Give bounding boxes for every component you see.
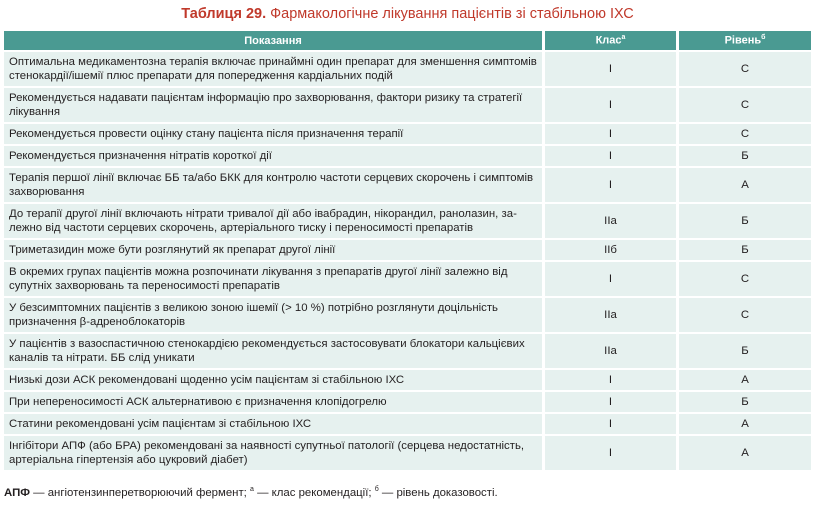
class-cell: IIa — [542, 298, 676, 332]
table-row — [4, 88, 811, 122]
table-title-text: Фармакологічне лікування пацієнтів зі стабільною ІХС — [270, 6, 634, 22]
indication-cell: У пацієнтів з вазоспастичною стенокардією рекомендується застосовувати блокатори кальцієвих каналів та нітрати. ББ слід уникати — [4, 334, 542, 368]
level-cell: С — [676, 52, 811, 86]
class-cell: I — [542, 146, 676, 166]
indication-cell: Рекомендується надавати пацієнтам інформацію про захворювання, фактори ризику та стратегії лікування — [4, 88, 542, 122]
table-row — [4, 334, 811, 368]
class-cell: I — [542, 414, 676, 434]
indication-cell: У безсимптомних пацієнтів з великою зоною ішемії (> 10 %) потрібно розглянути доцільність призначення β-адреноблокаторів — [4, 298, 542, 332]
class-cell: I — [542, 168, 676, 202]
footnote-sup-b: б — [374, 486, 379, 493]
indication-cell: Оптимальна медикаментозна терапія включає принаймні один препарат для зменшення симптомів стенокардії/ішемії плюс препарати для попередження кардіальних подій — [4, 52, 542, 86]
footnote-class-text: — клас рекомендації; — [253, 486, 375, 499]
indication-cell: Терапія першої лінії включає ББ та/або БКК для контролю частоти серцевих скорочень і симптомів захворювання — [4, 168, 542, 202]
table-row — [4, 146, 811, 166]
level-cell: Б — [676, 146, 811, 166]
footnote-level-text: — рівень доказовості. — [378, 486, 498, 499]
header-class: Клас$^а$ — [542, 31, 676, 50]
indication-cell: В окремих групах пацієнтів можна розпочинати лікування з препаратів другої лінії залежно від супутніх захворювань та переносимості препаратів — [4, 262, 542, 296]
footnote-sup-a: а — [250, 486, 254, 493]
class-cell: I — [542, 52, 676, 86]
level-cell: Б — [676, 334, 811, 368]
class-cell: I — [542, 124, 676, 144]
indication-cell: Рекомендується провести оцінку стану пацієнта після призначення терапії — [4, 124, 542, 144]
indication-cell: Інгібітори АПФ (або БРА) рекомендовані за наявності супутньої патології (серцева недостатність, артеріальна гіпертензія або цукровий діабет) — [4, 436, 542, 470]
class-cell: IIб — [542, 240, 676, 260]
level-cell: С — [676, 298, 811, 332]
class-cell: I — [542, 370, 676, 390]
table-row — [4, 52, 811, 86]
footnote-abbreviation-text: — ангіотензинперетворюючий фермент; — [30, 486, 251, 499]
class-cell: IIa — [542, 204, 676, 238]
table-row — [4, 370, 811, 390]
indication-cell: Рекомендується призначення нітратів короткої дії — [4, 146, 542, 166]
table-row — [4, 414, 811, 434]
table-title — [0, 6, 815, 22]
table-row — [4, 240, 811, 260]
indication-cell: До терапії другої лінії включають нітрати тривалої дії або івабрадин, нікорандил, ранолазин, залежно від частоти серцевих скорочень, артеріального тиску і переносимості препаратів — [4, 204, 542, 238]
footnote-abbreviation: АПФ — [4, 486, 30, 499]
header-level: Рівень$^б$ — [676, 31, 811, 50]
header-indications: Показання — [4, 31, 542, 50]
level-cell: Б — [676, 204, 811, 238]
class-cell: IIa — [542, 334, 676, 368]
level-cell: С — [676, 124, 811, 144]
indication-cell: Триметазидин може бути розглянутий як препарат другої лінії — [4, 240, 542, 260]
table-row — [4, 298, 811, 332]
table-row — [4, 168, 811, 202]
level-cell: А — [676, 414, 811, 434]
table-row — [4, 204, 811, 238]
table-row — [4, 262, 811, 296]
level-cell: А — [676, 370, 811, 390]
class-cell: I — [542, 262, 676, 296]
class-cell: I — [542, 436, 676, 470]
table-row — [4, 392, 811, 412]
indication-cell: Статини рекомендовані усім пацієнтам зі стабільною ІХС — [4, 414, 542, 434]
indication-cell: Низькі дози АСК рекомендовані щоденно усім пацієнтам зі стабільною ІХС — [4, 370, 542, 390]
class-cell: I — [542, 392, 676, 412]
table-row — [4, 436, 811, 470]
table-number: Таблиця 29. — [181, 6, 267, 22]
level-cell: А — [676, 168, 811, 202]
level-cell: А — [676, 436, 811, 470]
indication-cell: При непереносимості АСК альтернативою є призначення клопідогрелю — [4, 392, 542, 412]
table-header-row — [4, 31, 811, 50]
level-cell: С — [676, 88, 811, 122]
table-footnote — [4, 486, 498, 499]
class-cell: I — [542, 88, 676, 122]
recommendations-table — [4, 29, 811, 472]
level-cell: Б — [676, 240, 811, 260]
level-cell: Б — [676, 392, 811, 412]
level-cell: С — [676, 262, 811, 296]
table-row — [4, 124, 811, 144]
